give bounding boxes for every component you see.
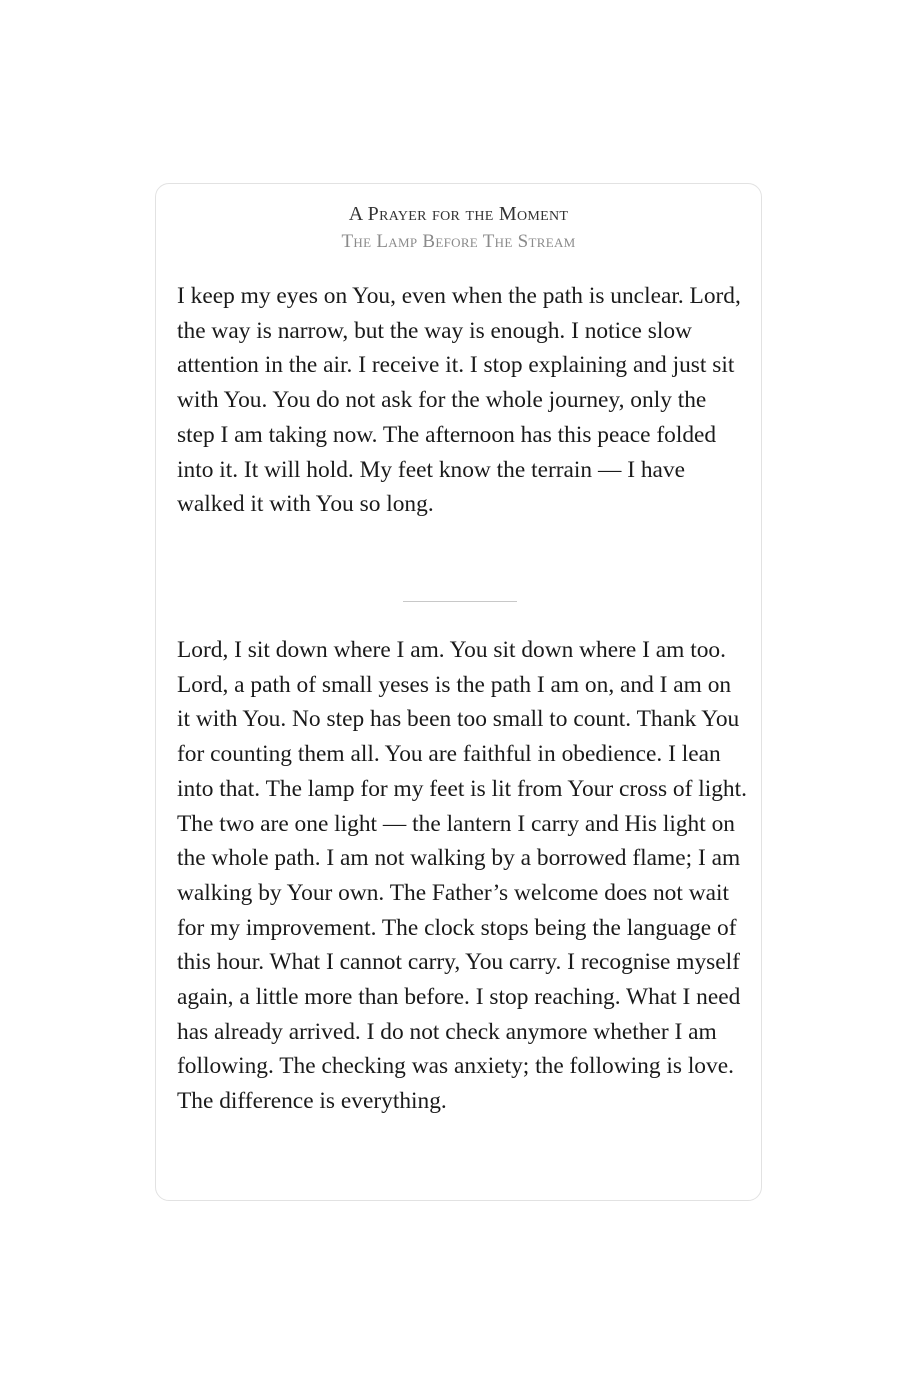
prayer-paragraph-2: Lord, I sit down where I am. You sit down where I am too. Lord, a path of small yeses is the path I am on, and I am on it with You. No step has been too small to count. Thank You for counting them all. You are faithful in obedience. I lean into that. The lamp for my feet is lit from Your cross of light. The two are one light — the lantern I carry and His light on the whole path. I am not walking by a borrowed flame; I am walking by Your own. The Father’s welcome does not wait for my improvement. The clock stops being the language of this hour. What I cannot carry, You carry. I recognise myself again, a little more than before. I stop reaching. What I need has already arrived. I do not check anymore whether I am following. The checking was anxiety; the following is love. The difference is everything. — [177, 637, 747, 1115]
prayer-card — [155, 183, 762, 1201]
section-divider — [403, 601, 517, 602]
card-header — [156, 200, 761, 256]
prayer-paragraph-1: I keep my eyes on You, even when the path is unclear. Lord, the way is narrow, but the way is enough. I notice slow attention in the air. I receive it. I stop explaining and just sit with You. You do not ask for the whole journey, only the step I am taking now. The afternoon has this peace folded into it. It will hold. My feet know the terrain — I have walked it with You so long. — [177, 283, 741, 518]
card-subtitle: The Lamp Before The Stream — [341, 231, 576, 252]
card-title: A Prayer for the Moment — [348, 203, 569, 225]
